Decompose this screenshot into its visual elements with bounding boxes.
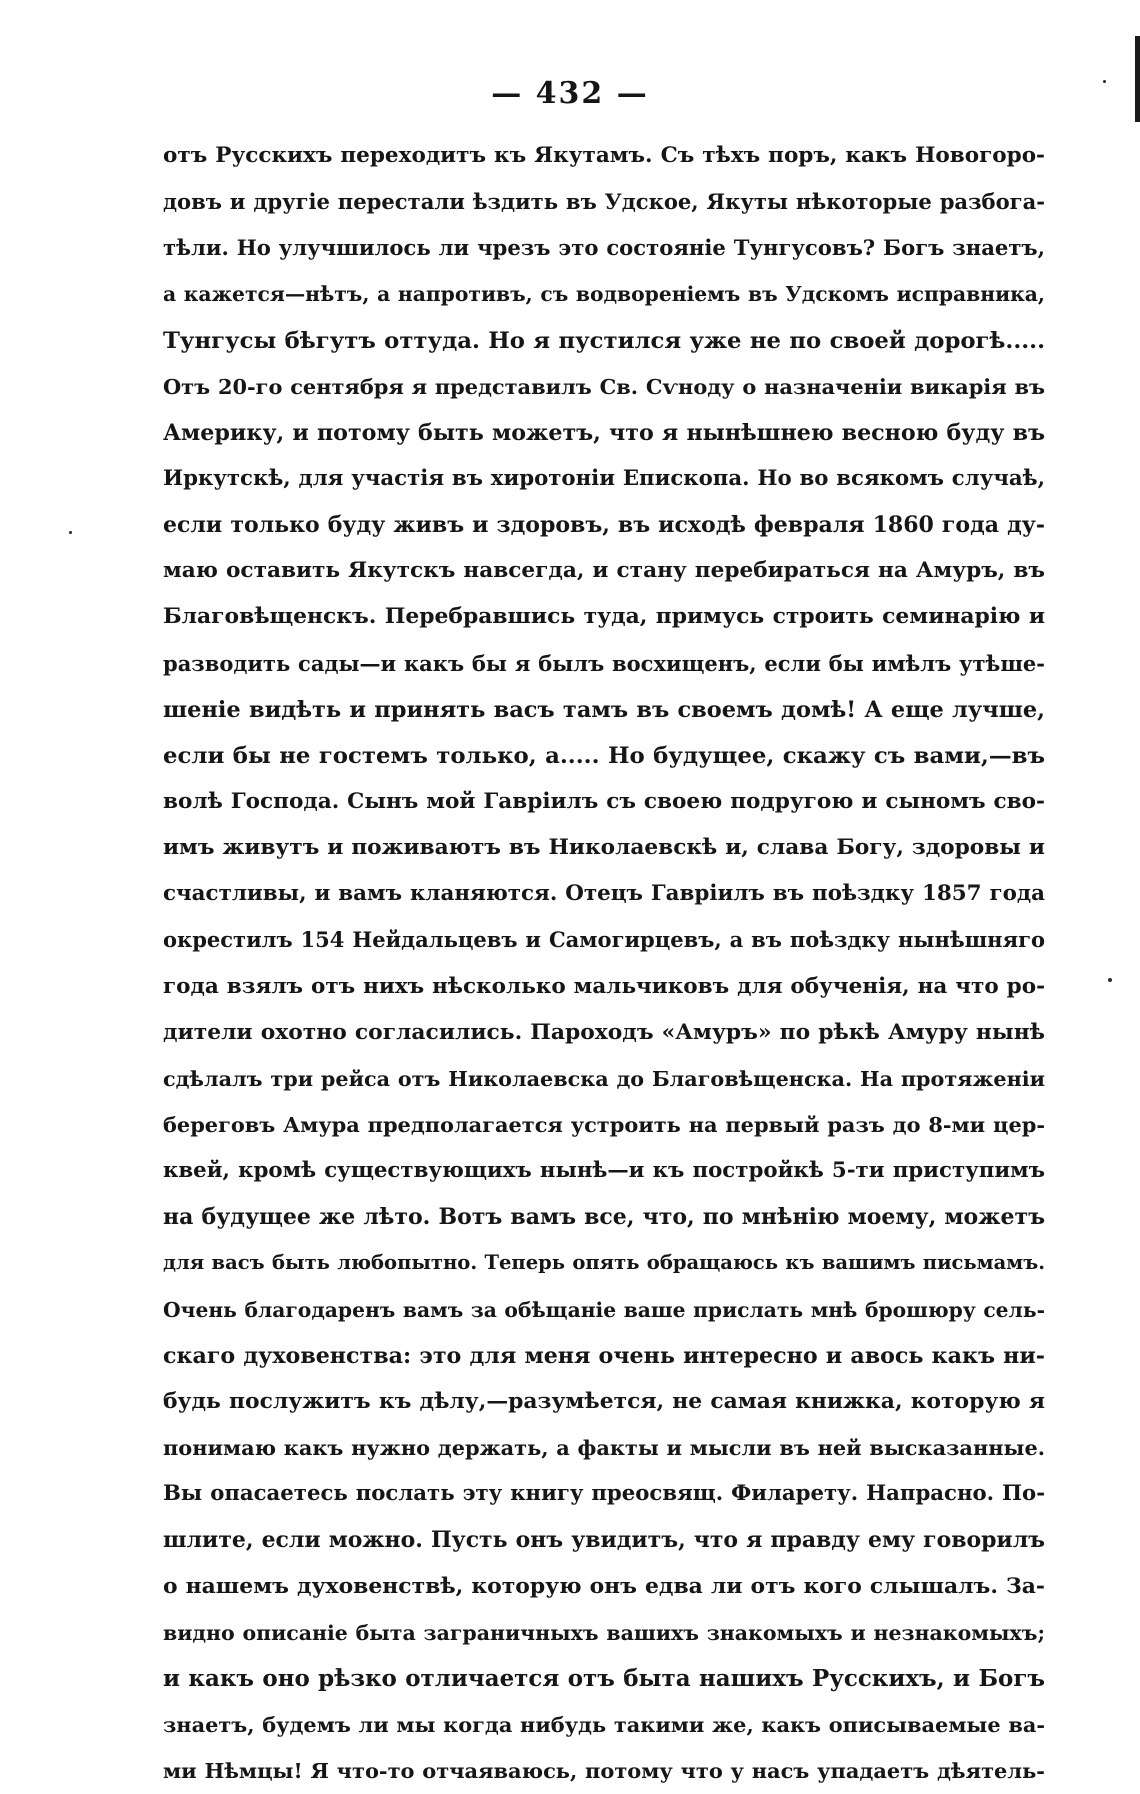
text-line: Иркутскѣ, для участія въ хиротоніи Епископа. Но во всякомъ случаѣ, <box>163 465 1045 491</box>
text-line: квей, кромѣ существующихъ нынѣ—и къ постройкѣ 5-ти приступимъ <box>163 1158 1045 1184</box>
text-line: и какъ оно рѣзко отличается отъ быта нашихъ Русскихъ, и Богъ <box>163 1664 1045 1692</box>
text-line: счастливы, и вамъ кланяются. Отецъ Гавріилъ въ поѣздку 1857 года <box>163 881 1045 907</box>
text-line: на будущее же лѣто. Вотъ вамъ все, что, по мнѣнію моему, можетъ <box>163 1204 1045 1231</box>
text-line: Очень благодаренъ вамъ за обѣщаніе ваше прислать мнѣ брошюру сель- <box>163 1297 1045 1322</box>
text-line: понимаю какъ нужно держать, а факты и мысли въ ней высказанные. <box>163 1434 1045 1460</box>
text-line: видно описаніе быта заграничныхъ вашихъ знакомыхъ и незнакомыхъ; <box>163 1620 1045 1645</box>
text-line: а кажется—нѣтъ, а напротивъ, съ водвореніемъ въ Удскомъ исправника, <box>163 282 1045 307</box>
text-line: отъ Русскихъ переходитъ къ Якутамъ. Съ тѣхъ поръ, какъ Новогоро- <box>163 143 1045 168</box>
text-line: если только буду живъ и здоровъ, въ исходѣ февраля 1860 года ду- <box>163 512 1045 539</box>
text-line: Америку, и потому быть можетъ, что я нынѣшнею весною буду въ <box>163 419 1045 446</box>
text-line: имъ живутъ и поживаютъ въ Николаевскѣ и, слава Богу, здоровы и <box>163 835 1045 861</box>
text-line: волѣ Господа. Сынъ мой Гавріилъ съ своею подругою и сыномъ сво- <box>163 788 1045 814</box>
text-line: береговъ Амура предполагается устроить на первый разъ до 8-ми цер- <box>163 1111 1045 1137</box>
page-number: — 432 — <box>491 76 649 111</box>
text-line: если бы не гостемъ только, а..... Но будущее, скажу съ вами,—въ <box>163 742 1045 769</box>
text-line: года взялъ отъ нихъ нѣсколько мальчиковъ для обученія, на что ро- <box>163 973 1045 999</box>
text-line: довъ и другіе перестали ѣздить въ Удское, Якуты нѣкоторые разбога- <box>163 189 1045 215</box>
text-line: окрестилъ 154 Нейдальцевъ и Самогирцевъ, а въ поѣздку нынѣшняго <box>163 927 1045 953</box>
text-line: Отъ 20-го сентября я представилъ Св. Сѵноду о назначеніи викарія въ <box>163 373 1045 399</box>
text-line: сдѣлалъ три рейса отъ Николаевска до Благовѣщенска. На протяженіи <box>163 1066 1045 1091</box>
scan-speck <box>69 531 72 534</box>
text-line: о нашемъ духовенствѣ, которую онъ едва ли отъ кого слышалъ. За- <box>163 1573 1045 1600</box>
text-line: разводить сады—и какъ бы я былъ восхищенъ, если бы имѣлъ утѣше- <box>163 650 1045 676</box>
text-line: шлите, если можно. Пусть онъ увидитъ, что я правду ему говорилъ <box>163 1527 1045 1554</box>
text-line: Благовѣщенскъ. Перебравшись туда, примусь строить семинарію и <box>163 604 1045 630</box>
text-line: шеніе видѣть и принять васъ тамъ въ своемъ домѣ! А еще лучше, <box>163 696 1045 723</box>
body-text <box>163 133 1045 1794</box>
text-line: будь послужитъ къ дѣлу,—разумѣется, не самая книжка, которую я <box>163 1388 1045 1414</box>
scan-speck <box>1108 978 1112 982</box>
text-line: маю оставить Якутскъ навсегда, и стану перебираться на Амуръ, въ <box>163 558 1045 584</box>
text-line: ми Нѣмцы! Я что-то отчаяваюсь, потому что у насъ упадаетъ дѣятель- <box>163 1757 1045 1783</box>
text-line: Тунгусы бѣгутъ оттуда. Но я пустился уже не по своей дорогѣ..... <box>163 327 1045 354</box>
text-line: тѣли. Но улучшилось ли чрезъ это состояніе Тунгусовъ? Богъ знаетъ, <box>163 235 1045 261</box>
text-line: знаетъ, будемъ ли мы когда нибудь такими же, какъ описываемые ва- <box>163 1711 1045 1737</box>
text-line: дители охотно согласились. Пароходъ «Амуръ» по рѣкѣ Амуру нынѣ <box>163 1019 1045 1045</box>
text-line: скаго духовенства: это для меня очень интересно и авось какъ ни- <box>163 1342 1045 1369</box>
text-line: для васъ быть любопытно. Теперь опять обращаюсь къ вашимъ письмамъ. <box>163 1251 1045 1275</box>
text-line: Вы опасаетесь послать эту книгу преосвящ. Филарету. Напрасно. По- <box>163 1481 1045 1507</box>
